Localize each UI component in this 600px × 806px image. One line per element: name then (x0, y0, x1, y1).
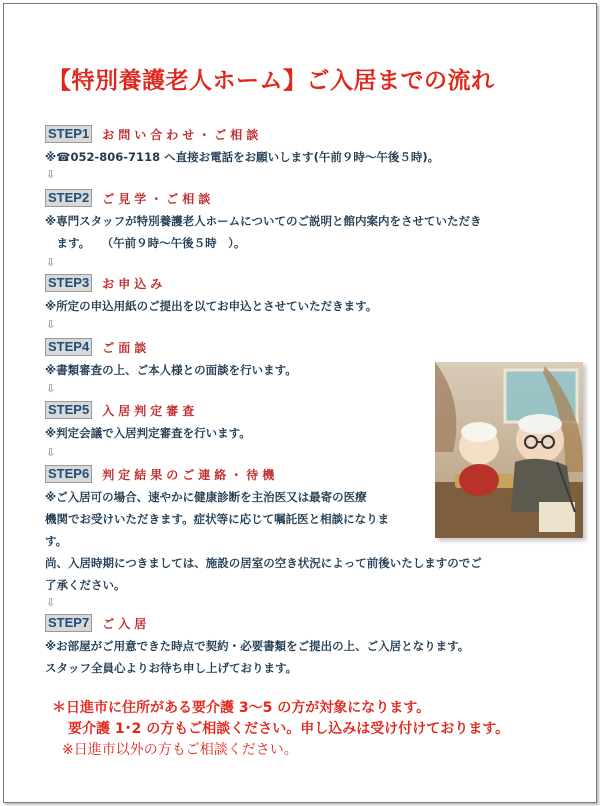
notice-outside-city: ※日進市以外の方もご相談ください。 (62, 742, 298, 758)
down-arrow-icon: ⇩ (46, 382, 56, 395)
down-arrow-icon: ⇩ (46, 446, 56, 459)
step-title: お申込み (102, 276, 167, 291)
step-badge: STEP6 (45, 465, 92, 483)
down-arrow-icon: ⇩ (46, 256, 56, 269)
notice-care-level: 要介護 1･2 の方もご相談ください。申し込みは受け付けております。 (68, 721, 510, 737)
step-description (45, 635, 585, 679)
description-line: ※専門スタッフが特別養護老人ホームについてのご説明と館内案内をさせていただき (45, 214, 482, 228)
step-description: ※所定の申込用紙のご提出を以てお申込とさせていただきます。 (45, 299, 378, 313)
step-badge: STEP5 (45, 401, 92, 419)
step-3 (45, 273, 585, 317)
description-line: 尚、入居時期につきましては、施設の居室の空き状況によって前後いたしますのでご (45, 556, 482, 570)
description-line: 機関でお受けいただきます。症状等に応じて嘱託医と相談になりま (45, 512, 390, 526)
step-title: ご見学・ご相談 (102, 191, 215, 206)
step-7 (45, 613, 585, 679)
step-description (45, 210, 585, 254)
description-line: す。 (45, 534, 68, 548)
step-2 (45, 188, 585, 254)
step-badge: STEP4 (45, 338, 92, 356)
step-title: ご入居 (102, 616, 151, 631)
down-arrow-icon: ⇩ (46, 168, 56, 181)
step-title: 入居判定審査 (102, 403, 199, 418)
step-badge: STEP2 (45, 189, 92, 207)
step-title: お問い合わせ・ご相談 (102, 127, 263, 142)
elderly-couple-photo (435, 362, 583, 538)
description-line: 了承ください。 (45, 578, 126, 592)
step-badge: STEP3 (45, 274, 92, 292)
description-line: ます。 （午前９時～午後５時 ）。 (45, 236, 246, 250)
elderly-couple-illustration (435, 362, 583, 538)
step-1 (45, 124, 585, 168)
description-line: ※お部屋がご用意できた時点で契約・必要書類をご提出の上、ご入居となります。 (45, 639, 470, 653)
page-title: 【特別養護老人ホーム】ご入居までの流れ (48, 68, 495, 94)
step-badge: STEP7 (45, 614, 92, 632)
step-title: 判定結果のご連絡・待機 (102, 467, 279, 482)
description-line: ※ご入居可の場合、速やかに健康診断を主治医又は最寄の医療 (45, 490, 367, 504)
down-arrow-icon: ⇩ (46, 318, 56, 331)
notice-eligibility: ＊日進市に住所がある要介護 3～5 の方が対象になります。 (52, 700, 431, 716)
step-badge: STEP1 (45, 125, 92, 143)
step-title: ご面談 (102, 340, 151, 355)
step-description: ※☎052-806-7118 へ直接お電話をお願いします(午前９時～午後５時)。 (45, 150, 440, 164)
description-line: スタッフ全員心よりお待ち申し上げております。 (45, 661, 298, 675)
step-description: ※判定会議で入居判定審査を行います。 (45, 426, 251, 440)
down-arrow-icon: ⇩ (46, 596, 56, 609)
step-description: ※書類審査の上、ご本人様との面談を行います。 (45, 363, 297, 377)
